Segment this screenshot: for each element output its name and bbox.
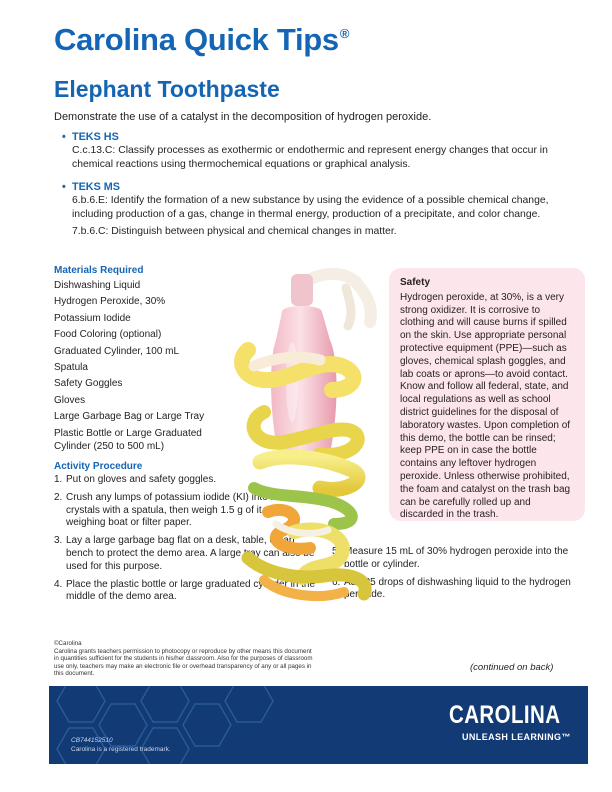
registered-mark: ®: [339, 26, 350, 41]
step-number: 5.: [332, 546, 341, 557]
teks-hs-item: C.c.13.C: Classify processes as exothermic or endothermic and represent energy changes that occur in chemical reactions using thermochemical equations or graphical analysis.: [72, 145, 548, 170]
step-text: Add 25 drops of dishwashing liquid to the hydrogen peroxide.: [344, 576, 571, 601]
teks-hs-section: [62, 131, 587, 175]
teks-ms-heading: • TEKS MS: [62, 181, 120, 193]
list-item: Graduated Cylinder, 100 mL: [54, 345, 180, 357]
step-number: 6.: [332, 576, 341, 588]
document-code: CB744152510: [71, 737, 113, 744]
list-item: Hydrogen Peroxide, 30%: [54, 296, 166, 308]
teks-ms-label: TEKS MS: [72, 181, 120, 193]
teks-ms-item: 6.b.6.E: Identify the formation of a new substance by using the evidence of a possible chemical change, including production of a gas, change in thermal energy, production of a precipitate, and color change.: [72, 195, 549, 220]
list-item: Plastic Bottle or Large Graduated Cylinder (250 to 500 mL): [54, 427, 202, 452]
step-text: Lay a large garbage bag flat on a desk, table, or lab bench to protect the demo area. A large tray can also be used for this purpose.: [66, 535, 315, 572]
procedure-heading: Activity Procedure: [54, 461, 143, 472]
step-number: 1.: [54, 474, 63, 485]
step-text: Measure 15 mL of 30% hydrogen peroxide into the bottle or cylinder.: [344, 546, 569, 570]
document-subtitle: Elephant Toothpaste: [54, 76, 280, 102]
step-text: Place the plastic bottle or large graduated cylinder in the middle of the demo area.: [66, 578, 316, 603]
teks-hs-heading: • TEKS HS: [62, 131, 119, 143]
list-item: Gloves: [54, 394, 86, 406]
list-item: Food Coloring (optional): [54, 329, 162, 341]
safety-box: [389, 268, 585, 521]
intro-text: Demonstrate the use of a catalyst in the decomposition of hydrogen peroxide.: [54, 111, 432, 123]
page-title: [54, 22, 349, 58]
title-text: Carolina Quick Tips: [54, 22, 339, 57]
step-text: Crush any lumps of potassium iodide (KI) into fine crystals with a spatula, then weigh 1.5 g of it onto a weighing boat or filter paper.: [66, 491, 293, 529]
step-number: 2.: [54, 491, 63, 503]
list-item: Dishwashing Liquid: [54, 280, 141, 291]
materials-list: [54, 279, 234, 457]
safety-title: Safety: [400, 277, 431, 288]
list-item: Large Garbage Bag or Large Tray: [54, 411, 205, 423]
materials-heading: Materials Required: [54, 265, 144, 276]
list-item: Safety Goggles: [54, 378, 123, 390]
step-number: 4.: [54, 578, 63, 590]
list-item: Potassium Iodide: [54, 312, 131, 324]
copyright-permission: Carolina grants teachers permission to photocopy or reproduce by other means this document in quantities sufficient for the students in his/her classroom. Also for the purposes of classroom use only, teachers may make an electronic file or overhead transparency of any or all pages in this document.: [54, 647, 313, 678]
step-text: Put on gloves and safety goggles.: [66, 474, 217, 485]
teks-ms-section: [62, 181, 587, 243]
step-number: 3.: [54, 535, 63, 547]
copyright-notice: [54, 640, 316, 678]
teks-ms-item: 7.b.6.C: Distinguish between physical and chemical changes in matter.: [72, 226, 397, 238]
trademark-notice: Carolina is a registered trademark.: [71, 746, 171, 753]
continued-note: (continued on back): [470, 662, 554, 673]
elephant-toothpaste-photo: [224, 262, 392, 617]
brand-tagline: UNLEASH LEARNING™: [462, 732, 571, 742]
footer-banner: [49, 686, 588, 764]
teks-hs-label: TEKS HS: [72, 131, 119, 143]
safety-text: Hydrogen peroxide, at 30%, is a very strong oxidizer. It is corrosive to clothing and will cause burns if spilled on the skin. Use appropriate personal protective equipment (PPE)—such as gloves, chemical splash goggles, and lab coats or aprons—to avoid contact. Know and follow all federal, state, and local regulations as well as school district guidelines for the disposal of laboratory wastes. Upon completion of this demo, the bottle can be rinsed; keep PPE on in case the bottle contains any leftover hydrogen peroxide. Unless otherwise prohibited, the foam and catalyst on the trash bag can be carefully rolled up and discarded in the trash.: [400, 291, 571, 521]
carolina-logo: CAROLINA: [449, 701, 561, 729]
copyright-line: ©Carolina: [54, 640, 82, 647]
list-item: Spatula: [54, 361, 88, 373]
